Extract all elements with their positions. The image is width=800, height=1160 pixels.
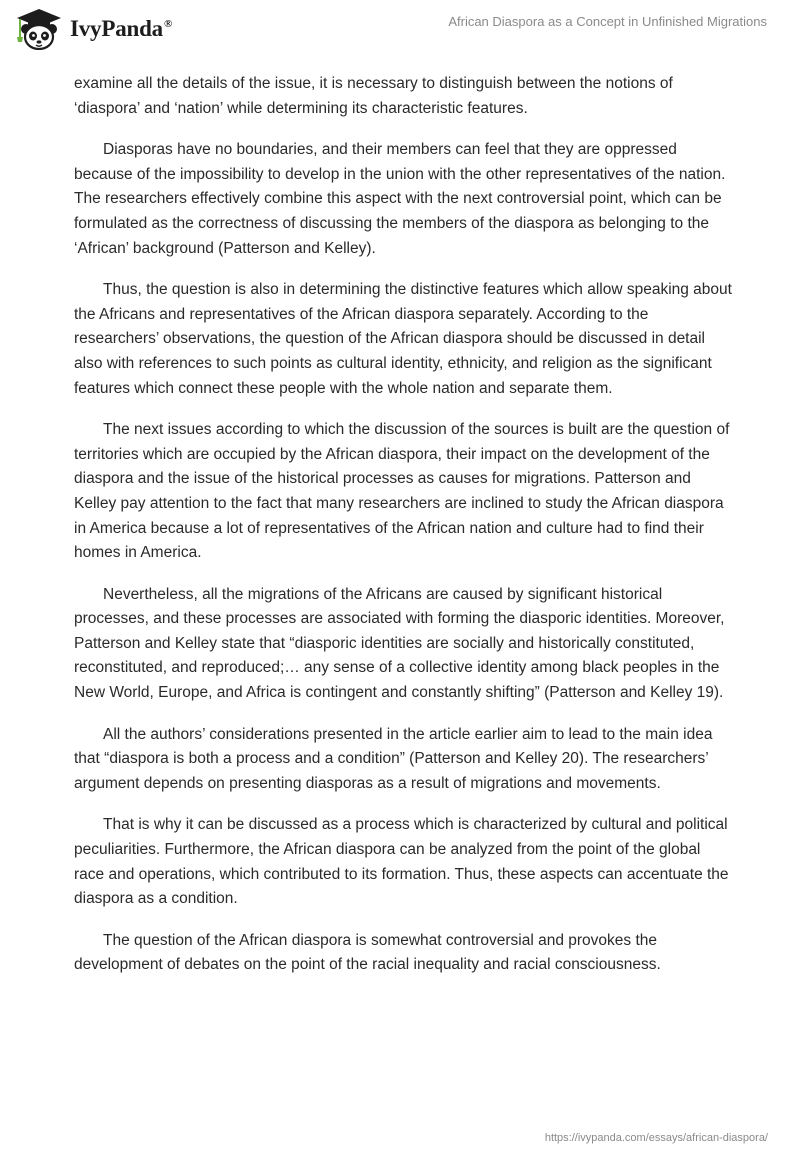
paragraph: Thus, the question is also in determining the distinctive features which allow speaking about the Africans and representatives of the African diaspora separately. According to the researchers’ observations, the question of the African diaspora should be discussed in detail also with references to such points as cultural identity, ethnicity, and religion as the significant features which connect these people with the whole nation and separate them.	[74, 281, 732, 397]
source-url[interactable]: https://ivypanda.com/essays/african-diaspora/	[544, 1132, 768, 1144]
paragraph: The next issues according to which the discussion of the sources is built are the question of territories which are occupied by the African diaspora, their impact on the development of the diaspora and the issue of the historical processes as causes for migrations. Patterson and Kelley pay attention to the fact that many researchers are inclined to study the African diaspora in America because a lot of representatives of the African nation and culture had to find their homes in America.	[74, 421, 730, 562]
paragraph: examine all the details of the issue, it is necessary to distinguish between the notions of ‘diaspora’ and ‘nation’ while determining its characteristic features.	[74, 75, 673, 117]
essay-body	[74, 72, 734, 995]
paragraph: Diasporas have no boundaries, and their members can feel that they are oppressed because of the impossibility to develop in the union with the other representatives of the nation. The researchers effectively combine this aspect with the next controversial point, which can be formulated as the correctness of discussing the members of the diaspora as belonging to the ‘African’ background (Patterson and Kelley).	[74, 141, 726, 257]
paragraph: All the authors’ considerations presented in the article earlier aim to lead to the main idea that “diaspora is both a process and a condition” (Patterson and Kelley 20). The researchers’ argument depends on presenting diasporas as a result of migrations and movements.	[74, 725, 713, 792]
registered-mark: ®	[163, 18, 173, 30]
paragraph: Nevertheless, all the migrations of the Africans are caused by significant historical processes, and these processes are associated with forming the diasporic identities. Moreover, Patterson and Kelley state that “diasporic identities are socially and historically constituted, reconstituted, and reproduced;… any sense of a collective identity among black peoples in the New World, Europe, and Africa is contingent and constantly shifting” (Patterson and Kelley 19).	[74, 585, 725, 702]
brand-name-text: IvyPanda	[70, 16, 163, 41]
paragraph: That is why it can be discussed as a process which is characterized by cultural and political peculiarities. Furthermore, the African diaspora can be analyzed from the point of the global race and operations, which contributed to its formation. Thus, these aspects can accentuate the diaspora as a condition.	[74, 816, 729, 908]
panda-graduate-icon	[14, 8, 64, 50]
brand-logo[interactable]	[14, 8, 172, 50]
brand-name	[70, 16, 172, 42]
document-title: African Diaspora as a Concept in Unfinished Migrations	[448, 14, 767, 29]
page-header	[0, 0, 800, 60]
paragraph: The question of the African diaspora is somewhat controversial and provokes the development of debates on the point of the racial inequality and racial consciousness.	[74, 931, 661, 974]
